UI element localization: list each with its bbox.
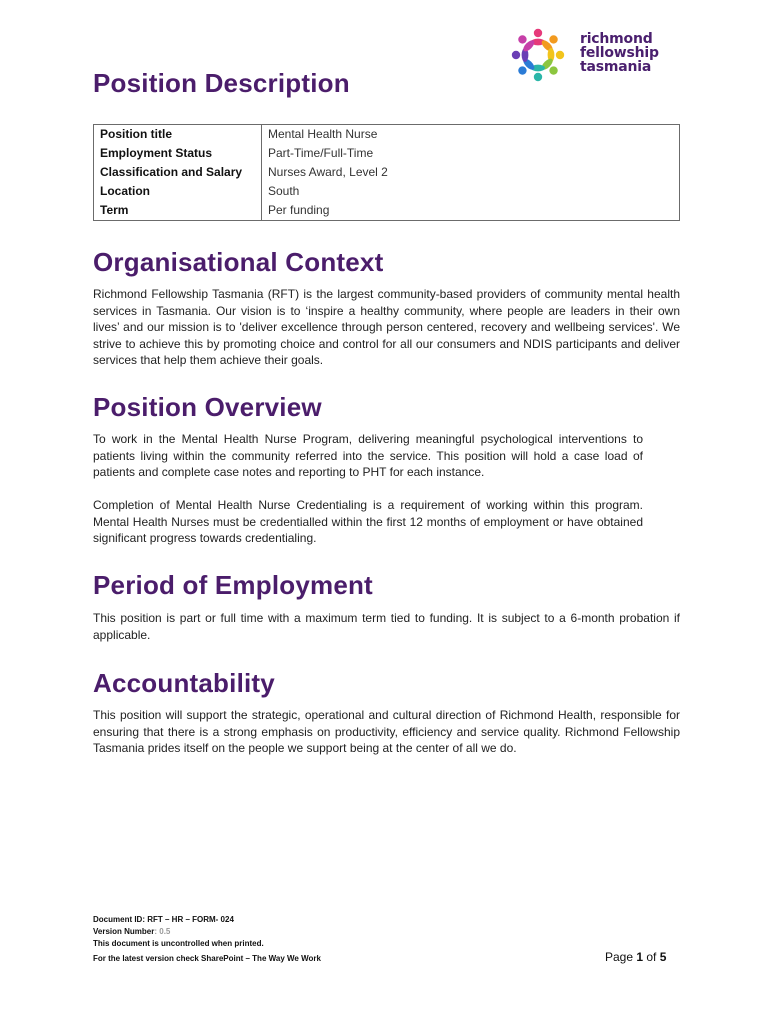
info-row	[94, 182, 680, 201]
logo-figure-head	[534, 73, 542, 81]
employment-heading: Period of Employment	[93, 570, 373, 600]
logo-line-2: fellowship	[580, 45, 659, 61]
logo-figure-head	[512, 51, 520, 59]
position-info-table	[93, 124, 680, 221]
org-context-text: Richmond Fellowship Tasmania (RFT) is the largest community-based providers of community mental health services in Tasmania. Our vision is to ‘inspire a healthy community, where people are leaders in their own lives’ and our mission is to 'deliver excellence through person centered, recovery and wellbeing services'. We strive to achieve this by promoting choice and control for all our consumers and NDIS participants and deliver services that help them achieve their goals.	[93, 287, 680, 367]
position-overview-text-1: To work in the Mental Health Nurse Program, delivering meaningful psychological interventions to patients living within the community referred into the service. This position will hold a case load of patients and complete case notes and reporting to PHT for each instance.	[93, 432, 643, 479]
employment-text: This position is part or full time with a maximum term tied to funding. It is subject to a 6-month probation if applicable.	[93, 611, 680, 642]
logo-figure-head	[556, 51, 564, 59]
info-row	[94, 163, 680, 182]
info-value: Per funding	[262, 201, 680, 221]
footer-version-label: Version Number	[93, 927, 155, 936]
logo-mark-icon	[508, 24, 574, 86]
org-context-heading: Organisational Context	[93, 247, 384, 277]
info-label: Classification and Salary	[94, 163, 262, 182]
info-row	[94, 125, 680, 145]
position-overview-text-2: Completion of Mental Health Nurse Credentialing is a requirement of working within this program. Mental Health Nurses must be credentialled within the first 12 months of employment or have obtained significant progress towards credentialing.	[93, 498, 643, 545]
footer-version	[93, 926, 321, 938]
info-value: Mental Health Nurse	[262, 125, 680, 145]
info-label: Position title	[94, 125, 262, 145]
logo-wordmark	[580, 32, 659, 74]
page-title: Position Description	[93, 68, 350, 98]
logo-line-1: richmond	[580, 31, 653, 47]
footer-doc-id: Document ID: RFT – HR – FORM- 024	[93, 915, 234, 924]
info-value: Nurses Award, Level 2	[262, 163, 680, 182]
accountability-text: This position will support the strategic, operational and cultural direction of Richmond Health, responsible for ensuring that there is a strong emphasis on productivity, efficiency and service quality. Richmond Fellowship Tasmania prides itself on the people we support being at the center of all we do.	[93, 708, 680, 755]
info-row	[94, 201, 680, 221]
footer-uncontrolled: This document is uncontrolled when printed.	[93, 939, 264, 948]
logo-figure-head	[534, 29, 542, 37]
info-value: South	[262, 182, 680, 201]
document-footer	[93, 914, 321, 965]
footer-version-value: : 0.5	[154, 927, 171, 936]
info-label: Employment Status	[94, 144, 262, 163]
page-number	[605, 950, 666, 964]
logo-figure-head	[518, 35, 526, 43]
logo-figure-head	[549, 35, 557, 43]
logo-figure-head	[549, 66, 557, 74]
info-row	[94, 144, 680, 163]
position-overview-heading: Position Overview	[93, 392, 322, 422]
page-of: of	[643, 950, 660, 964]
logo-line-3: tasmania	[580, 59, 652, 75]
page-prefix: Page	[605, 950, 637, 964]
info-label: Location	[94, 182, 262, 201]
footer-sharepoint-note: For the latest version check SharePoint – The Way We Work	[93, 954, 321, 963]
page-current: 1	[636, 950, 644, 964]
accountability-heading: Accountability	[93, 668, 275, 698]
company-logo	[508, 24, 683, 86]
logo-figure-head	[518, 66, 526, 74]
info-value: Part-Time/Full-Time	[262, 144, 680, 163]
info-label: Term	[94, 201, 262, 221]
page-total: 5	[659, 950, 667, 964]
